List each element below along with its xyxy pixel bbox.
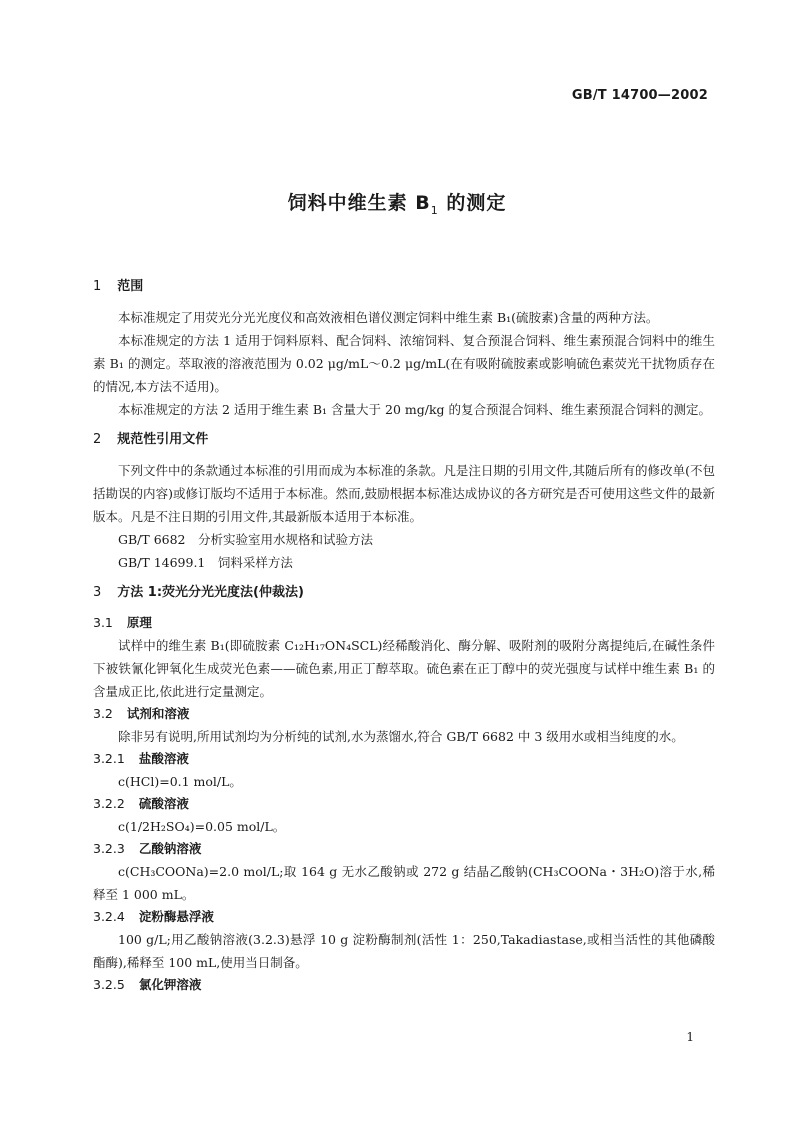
subsection-number: 3.2.3 bbox=[93, 841, 125, 856]
title-subscript: 1 bbox=[430, 203, 439, 217]
paragraph: c(1/2H₂SO₄)=0.05 mol/L。 bbox=[118, 819, 286, 834]
reference-item: GB/T 14699.1 饲料采样方法 bbox=[118, 555, 293, 570]
subsection-title: 硫酸溶液 bbox=[138, 796, 189, 811]
paragraph: 本标准规定的方法 2 适用于维生素 B₁ 含量大于 20 mg/kg 的复合预混合饲料、维生素预混合饲料的测定。 bbox=[118, 402, 712, 417]
subsection-title: 氯化钾溶液 bbox=[138, 977, 202, 992]
page-number: 1 bbox=[686, 1030, 694, 1044]
standard-code: GB/T 14700—2002 bbox=[571, 88, 708, 103]
section-title: 方法 1:荧光分光光度法(仲裁法) bbox=[117, 585, 304, 600]
section-number: 1 bbox=[93, 279, 102, 294]
subsection-number: 3.1 bbox=[93, 615, 113, 630]
subsection-number: 3.2.5 bbox=[93, 977, 125, 992]
title-tail: 的测定 bbox=[438, 192, 507, 214]
section-1-heading bbox=[93, 274, 715, 300]
section-2-heading bbox=[93, 427, 715, 453]
subsection-number: 3.2 bbox=[93, 706, 113, 721]
page-title bbox=[0, 188, 794, 215]
paragraph: 本标准规定了用荧光分光光度仪和高效液相色谱仪测定饲料中维生素 B₁(硫胺素)含量的两种方法。 bbox=[118, 310, 659, 325]
subsection-title: 盐酸溶液 bbox=[138, 751, 189, 766]
paragraph: 100 g/L;用乙酸钠溶液(3.2.3)悬浮 10 g 淀粉酶制剂(活性 1：250,Takadiastase,或相当活性的其他磷酸酯酶),稀释至 100 mL,使用当日制备。 bbox=[93, 932, 715, 970]
subsection-number: 3.2.4 bbox=[93, 909, 125, 924]
subsection-title: 乙酸钠溶液 bbox=[138, 841, 202, 856]
subsection-title: 淀粉酶悬浮液 bbox=[138, 909, 214, 924]
section-number: 2 bbox=[93, 432, 102, 447]
subsection-number: 3.2.1 bbox=[93, 751, 125, 766]
paragraph: 下列文件中的条款通过本标准的引用而成为本标准的条款。凡是注日期的引用文件,其随后所有的修改单(不包括勘误的内容)或修订版均不适用于本标准。然而,鼓励根据本标准达成协议的各方研究是否可使用这些文件的最新版本。凡是不注日期的引用文件,其最新版本适用于本标准。 bbox=[93, 463, 715, 524]
document-body bbox=[93, 274, 715, 996]
subsection-heading bbox=[93, 974, 715, 996]
title-main: 饲料中维生素 B bbox=[287, 192, 431, 214]
subsection-title: 试剂和溶液 bbox=[126, 706, 190, 721]
paragraph: c(HCl)=0.1 mol/L。 bbox=[118, 774, 242, 789]
reference-item: GB/T 6682 分析实验室用水规格和试验方法 bbox=[118, 532, 374, 547]
section-title: 范围 bbox=[117, 279, 144, 294]
paragraph: 除非另有说明,所用试剂均为分析纯的试剂,水为蒸馏水,符合 GB/T 6682 中 3 级用水或相当纯度的水。 bbox=[118, 729, 684, 744]
paragraph: c(CH₃COONa)=2.0 mol/L;取 164 g 无水乙酸钠或 272 g 结晶乙酸钠(CH₃COONa・3H₂O)溶于水,稀释至 1 000 mL。 bbox=[93, 864, 715, 902]
subsection-heading bbox=[93, 748, 715, 770]
section-title: 规范性引用文件 bbox=[117, 432, 209, 447]
section-number: 3 bbox=[93, 585, 102, 600]
subsection-heading bbox=[93, 703, 715, 725]
paragraph: 本标准规定的方法 1 适用于饲料原料、配合饲料、浓缩饲料、复合预混合饲料、维生素预混合饲料中的维生素 B₁ 的测定。萃取液的溶液范围为 0.02 μg/mL～0.2 μg/mL(在有吸附硫胺素或影响硫色素荧光干扰物质存在的情况,本方法不适用)。 bbox=[93, 333, 715, 394]
paragraph: 试样中的维生素 B₁(即硫胺素 C₁₂H₁₇ON₄SCL)经稀酸消化、酶分解、吸附剂的吸附分离提纯后,在碱性条件下被铁氰化钾氧化生成荧光色素——硫色素,用正丁醇萃取。硫色素在正丁醇中的荧光强度与试样中维生素 B₁ 的含量成正比,依此进行定量测定。 bbox=[93, 638, 715, 699]
subsection-heading bbox=[93, 612, 715, 634]
subsection-heading bbox=[93, 906, 715, 928]
subsection-heading bbox=[93, 793, 715, 815]
section-3-heading bbox=[93, 580, 715, 606]
subsection-title: 原理 bbox=[126, 615, 152, 630]
subsection-number: 3.2.2 bbox=[93, 796, 125, 811]
subsection-heading bbox=[93, 838, 715, 860]
